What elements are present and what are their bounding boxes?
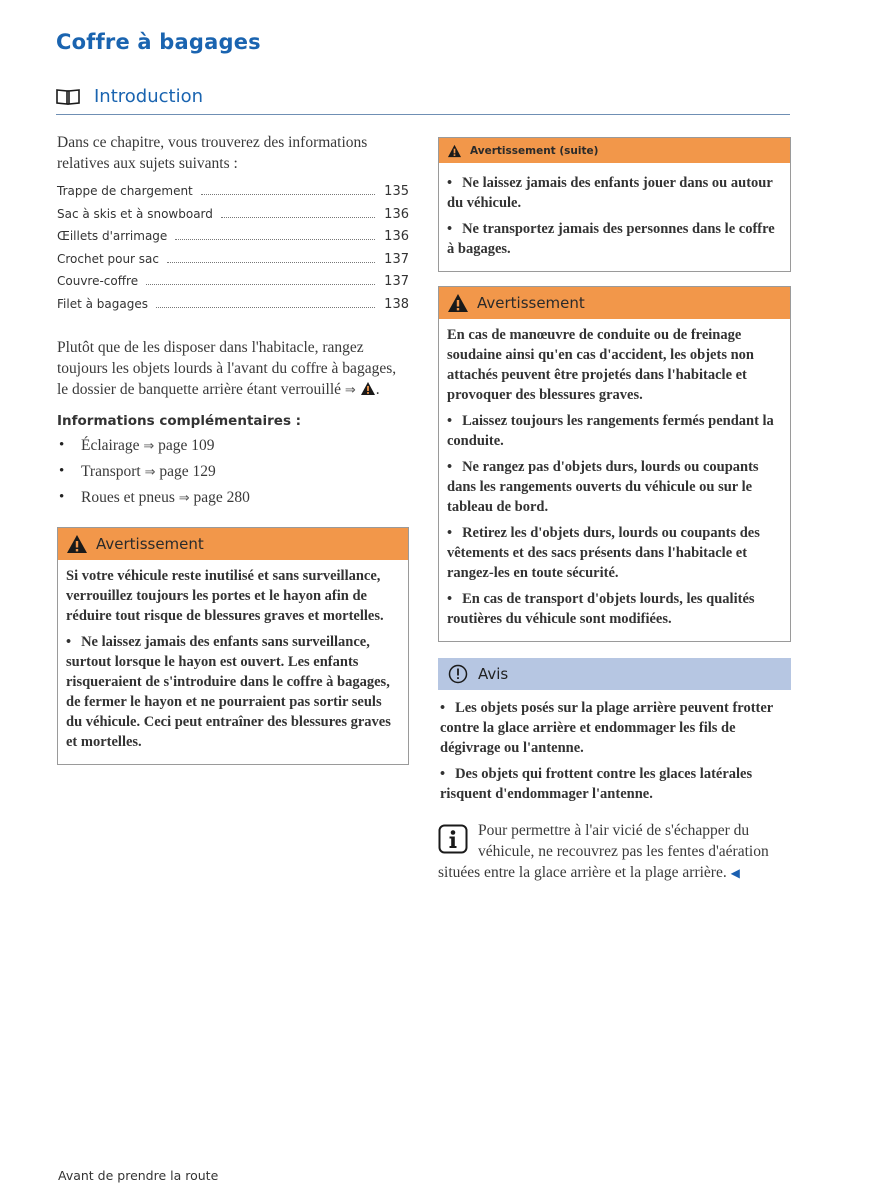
toc-label: Filet à bagages [57,296,148,311]
topic-list [57,184,409,319]
warning-bullet: • Ne laissez jamais des enfants jouer dans ou autour du véhicule. [447,175,773,211]
toc-label: Crochet pour sac [57,251,160,266]
warning-header [58,528,408,560]
notice-header [438,658,791,690]
warning-triangle-icon[interactable] [360,381,376,396]
toc-label: Sac à skis et à snowboard [57,206,213,221]
warning-bullet: • Laissez toujours les rangements fermés pendant la conduite. [447,413,774,449]
warning-continued-title: Avertissement (suite) [470,144,599,157]
warning-triangle-icon [447,293,469,313]
toc-label: Œillets d'arrimage [57,229,168,243]
warning-text: En cas de manœuvre de conduite ou de freinage soudaine ainsi qu'en cas d'accident, les objets non attachés peuvent être projetés dans l'habitacle et provoquer des blessures graves. [447,327,754,403]
warning-triangle-icon [66,534,88,554]
notice-box [438,658,791,804]
left-column [57,132,409,765]
advice-text: Plutôt que de les disposer dans l'habitacle, rangez toujours les objets lourds à l'avant du coffre à bagages, le dossier de banquette arrière étant verrouillé ⇒ . [57,339,397,398]
warning-continued-header [439,138,790,163]
double-arrow-icon: ⇒ [143,439,155,454]
toc-leader [167,262,375,263]
warning-title: Avertissement [96,535,204,553]
toc-leader [175,239,375,240]
end-arrow-icon: ◀ [730,866,740,880]
warning-title: Avertissement [477,294,585,312]
more-info-heading: Informations complémentaires : [57,413,302,429]
intro-text: Dans ce chapitre, vous trouverez des informations relatives aux sujets suivants : [57,134,368,172]
ref-label: Roues et pneus [81,489,175,506]
warning-continued-box [438,137,791,272]
warning-content [58,560,408,764]
toc-item[interactable] [57,184,409,207]
toc-leader [221,217,375,218]
toc-page: 136 [384,206,409,222]
list-item [57,485,409,511]
toc-page: 135 [384,184,409,199]
warning-continued-content [439,163,790,271]
toc-page: 138 [384,296,409,312]
toc-leader [201,194,375,195]
notice-bullet: • Des objets qui frottent contre les glaces latérales risquent d'endommager l'antenne. [440,766,753,802]
toc-item[interactable] [57,274,409,297]
page-title: Coffre à bagages [56,30,261,54]
warning-bullet: • Ne rangez pas d'objets durs, lourds ou coupants dans les rangements ouverts du véhicule ou sur le tableau de bord. [447,459,759,515]
page-ref-link[interactable]: page 129 [159,463,216,480]
warning-content [439,319,790,641]
right-column [438,137,791,884]
toc-leader [156,307,375,308]
section-title: Introduction [94,86,204,107]
warning-box [57,527,409,765]
warning-bullet: • Ne transportez jamais des personnes dans le coffre à bagages. [447,221,775,257]
toc-label: Couvre-coffre [57,274,139,288]
toc-item[interactable] [57,252,409,275]
advice-body: Plutôt que de les disposer dans l'habitacle, rangez toujours les objets lourds à l'avant du coffre à bagages, le dossier de banquette arrière étant verrouillé [57,339,397,398]
warning-box [438,286,791,642]
toc-item[interactable] [57,297,409,320]
ref-label: Éclairage [81,437,140,454]
warning-bullet: • Retirez les d'objets durs, lourds ou coupants des vêtements et des sacs présents dans l'habitacle et rangez-les en toute sécurité. [447,525,760,581]
page-ref-link[interactable]: page 109 [158,437,215,454]
page-ref-link[interactable]: page 280 [193,489,250,506]
double-arrow-icon: ⇒ [178,491,190,506]
info-icon [438,824,468,854]
page-footer: Avant de prendre la route [58,1168,219,1183]
list-item [57,459,409,485]
book-icon [56,88,80,106]
section-header [56,86,790,115]
warning-header [439,287,790,319]
toc-label: Trappe de chargement [57,184,193,198]
warning-triangle-icon [447,144,462,158]
toc-item[interactable] [57,207,409,230]
double-arrow-icon: ⇒ [344,383,356,398]
notice-title: Avis [478,665,509,683]
toc-page: 136 [384,229,409,244]
list-item [57,433,409,459]
info-note [438,820,791,884]
toc-page: 137 [384,274,409,289]
warning-text: Si votre véhicule reste inutilisé et sans surveillance, verrouillez toujours les portes et le hayon afin de réduire tout risque de blessures graves et mortelles. [66,568,384,624]
toc-page: 137 [384,251,409,267]
more-info-list [57,433,409,511]
ref-label: Transport [81,463,141,480]
info-text-para [438,820,791,884]
notice-bullet: • Les objets posés sur la plage arrière peuvent frotter contre la glace arrière et endommager les fils de dégivrage ou l'antenne. [440,700,773,756]
exclamation-circle-icon [448,664,468,684]
info-text: Pour permettre à l'air vicié de s'échapper du véhicule, ne recouvrez pas les fentes d'aération situées entre la glace arrière et la plage arrière. [438,822,769,881]
notice-content [438,690,791,804]
warning-bullet: • Ne laissez jamais des enfants sans surveillance, surtout lorsque le hayon est ouvert. Les enfants risqueraient de s'introduire dans le coffre à bagages, de fermer le hayon et ne pourraient pas sortir seuls du véhicule. Ceci peut entraîner des blessures graves et mortelles. [66,634,391,750]
warning-bullet: • En cas de transport d'objets lourds, les qualités routières du véhicule sont modifiées. [447,591,755,627]
double-arrow-icon: ⇒ [144,465,156,480]
toc-item[interactable] [57,229,409,252]
toc-leader [146,284,375,285]
